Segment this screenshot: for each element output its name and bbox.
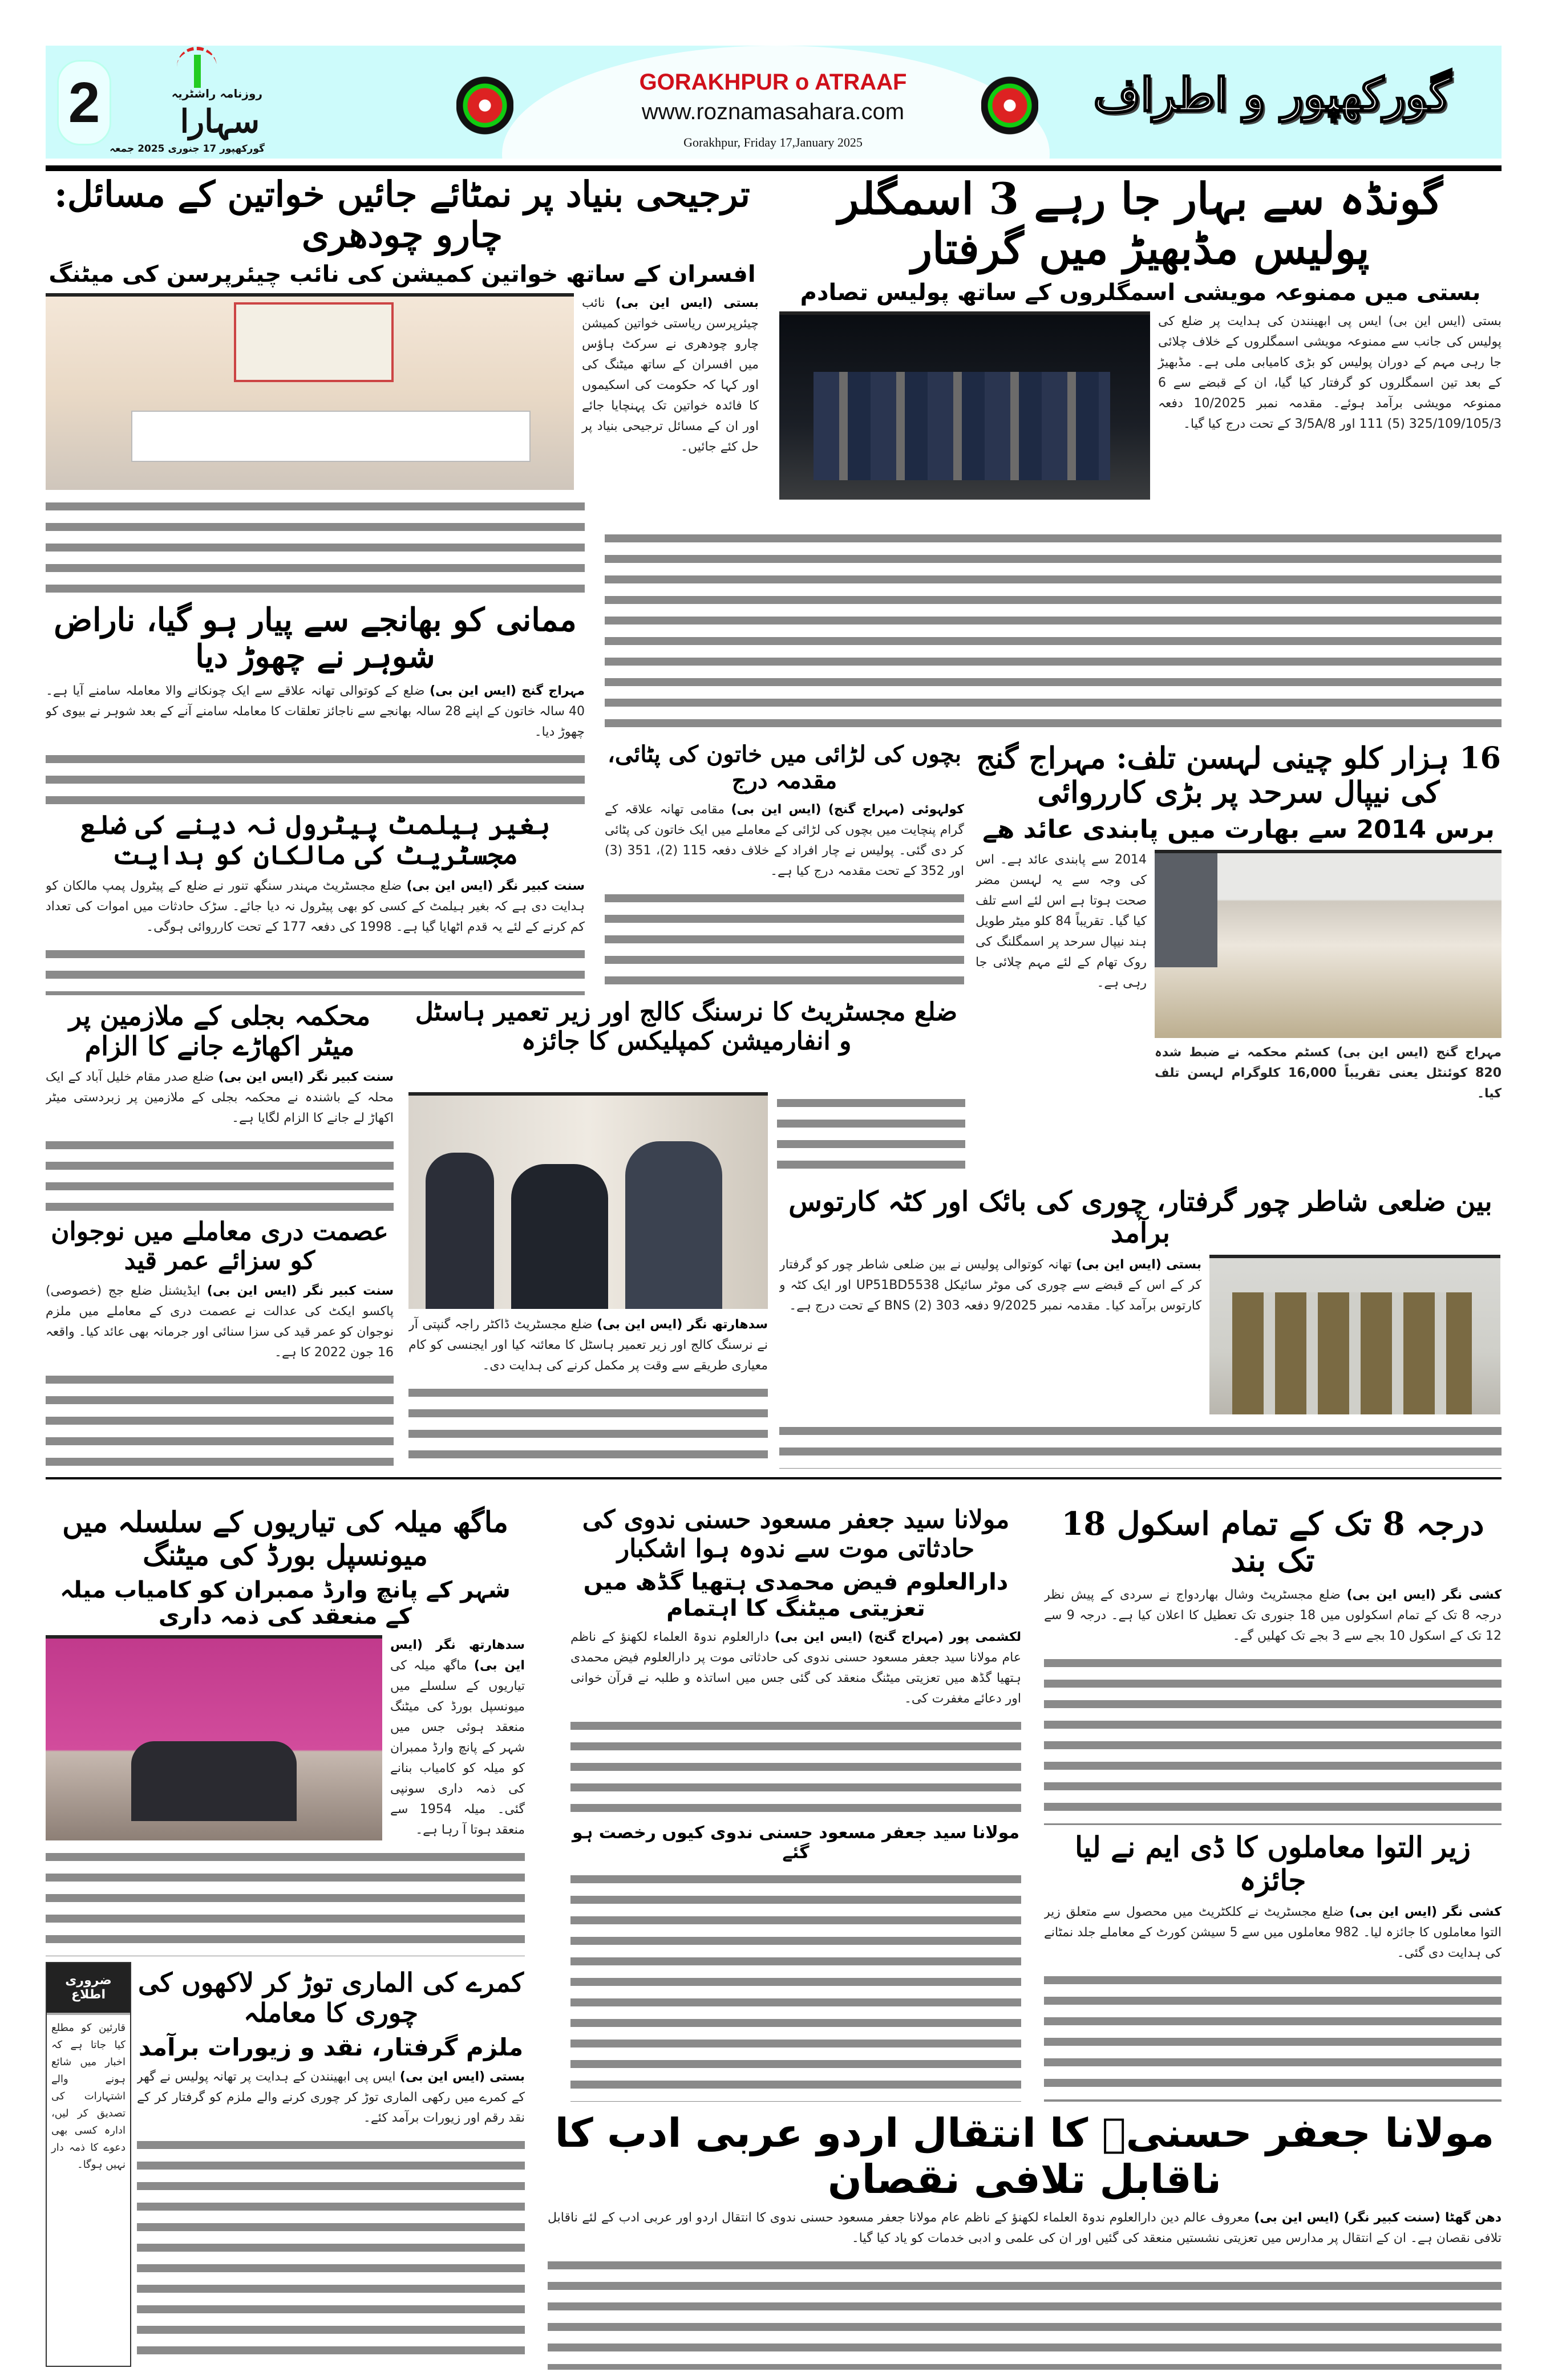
page-number-badge: 2 — [57, 60, 111, 145]
article-columns-hasni — [548, 2255, 1502, 2370]
section-rule — [46, 1477, 1502, 1479]
article-columns-schools — [1044, 1652, 1502, 1825]
dateline: کولہوئی (مہراج گنج) (ایس این بی) — [731, 802, 964, 817]
dateline: لکشمی پور (مہراج گنج) (ایس این بی) — [774, 1630, 1021, 1645]
headline-nursing-college: ضلع مجسٹریٹ کا نرسنگ کالج اور زیر تعمیر ہاسٹل و انفارمیشن کمپلیکس کا جائزہ — [415, 998, 958, 1056]
article-columns-mumani — [46, 748, 585, 804]
article-columns-nadwi-upper — [570, 1715, 1021, 1818]
headline-almari-theft: کمرے کی الماری توڑ کر لاکھوں کی چوری کا معاملہ — [138, 1968, 524, 2028]
masthead-logo-text: سہارا — [180, 103, 260, 140]
article-text: ایڈیشنل ضلع جج (خصوصی) پاکسو ایکٹ کی عدالت نے عصمت دری کے معاملے میں ملزم نوجوان کو عمر قید کی سزا سنائی اور جرمانہ بھی عائد کیا۔ واقعہ 16 جون 2022 کا ہے۔ — [46, 1284, 394, 1360]
dateline: سنت کبیر نگر (ایس این بی) — [218, 1069, 394, 1084]
article-text: ضلع مجسٹریٹ وشال بھاردواج نے سردی کے پیش نظر درجہ 8 تک کے تمام اسکولوں میں 18 جنوری تک تعطیل کا اعلان کیا ہے۔ درجہ 9 سے 12 تک کے اسکول 10 بجے سے 3 بجے تک کھلیں گے۔ — [1044, 1587, 1502, 1643]
masthead-small-title: روزنامہ راشٹریہ — [171, 87, 262, 100]
website-url[interactable]: www.roznamasahara.com — [641, 99, 905, 124]
article-text: ضلع کے کوتوالی تھانہ علاقے سے ایک چونکانے والا معاملہ سامنے آیا ہے۔ 40 سالہ خاتون کے اپنے 28 سالہ بھانجے سے ناجائز تعلقات کا معاملہ سامنے آنے کے بعد شوہر نے بیوی کو چھوڑ دیا۔ — [46, 683, 585, 739]
article-body-nursing — [408, 1315, 768, 1376]
article-schools — [1044, 1506, 1502, 1825]
article-columns-nursing — [408, 1382, 768, 1469]
photo-dm-inspection — [408, 1092, 768, 1309]
headline-bijli: محکمہ بجلی کے ملازمین پر میٹر اکھاڑے جانے کا الزام — [68, 1001, 371, 1061]
notice-title: ضروری اطلاع — [47, 1963, 130, 2015]
notice-box — [46, 1962, 131, 2367]
section-title: گورکھپور و اطراف — [1093, 68, 1451, 121]
subhead-women-commission: افسران کے ساتھ خواتین کمیشن کی نائب چیئرپرسن کی میٹنگ — [48, 261, 756, 287]
headline-helmet: بغیر ہیلمٹ پیٹرول نہ دینے کی ضلع مجسٹریٹ کی مالکان کو ہدایت — [80, 810, 551, 870]
article-body-mumani — [46, 681, 585, 743]
article-body-pending-cases — [1044, 1902, 1502, 1964]
article-magh-mela — [46, 1506, 525, 1956]
headline-mumani: ممانی کو بھانجے سے پیار ہو گیا، ناراض شوہر نے چھوڑ دیا — [54, 602, 577, 676]
photo-police-thief — [1209, 1255, 1500, 1414]
article-nursing-college — [408, 998, 964, 1056]
article-thief — [779, 1186, 1502, 1469]
article-columns-almari — [137, 2134, 525, 2367]
article-columns-nadwi — [570, 1868, 1021, 2102]
article-pending-cases — [1044, 1831, 1502, 2102]
urdu-date: گورکھپور 17 جنوری 2025 جمعہ — [110, 143, 265, 155]
subhead-nadwi-death: دارالعلوم فیض محمدی ہتھیا گڈھ میں تعزیتی میٹنگ کا اہتمام — [583, 1569, 1009, 1622]
photo-police-smugglers — [779, 311, 1150, 500]
headline-pending-cases: زیر التوا معاملوں کا ڈی ایم نے لیا جائزہ — [1075, 1831, 1471, 1897]
subhead-gonda: بستی میں ممنوعہ مویشی اسمگلروں کے ساتھ پولیس تصادم — [800, 279, 1481, 306]
article-text: ضلع صدر مقام خلیل آباد کے ایک محلہ کے باشندہ نے محکمہ بجلی کے ملازمین پر زبردستی میٹر اکھاڑ لے جانے کا الزام لگایا ہے۔ — [46, 1069, 394, 1125]
subhead-nadwi-rukhsat: مولانا سید جعفر مسعود حسنی ندوی کیوں رخصت ہو گئے — [572, 1823, 1020, 1863]
photo-garlic-heap — [1155, 850, 1502, 1038]
article-garlic — [976, 741, 1502, 1181]
header-rule — [46, 165, 1502, 171]
article-bachchon — [605, 741, 964, 990]
article-columns-bachchon — [605, 887, 964, 990]
dateline: بستی (ایس این بی) — [1076, 1258, 1201, 1272]
headline-garlic-destroyed: 16 ہزار کلو چینی لہسن تلف: مہراج گنج کی نیپال سرحد پر بڑی کارروائی — [976, 741, 1501, 810]
dateline: کشی نگر (ایس این بی) — [1346, 1587, 1502, 1602]
headline-women-commission: ترجیحی بنیاد پر نمٹائے جائیں خواتین کے مسائل: چارو چودھری — [54, 174, 750, 256]
dateline: سدھارتھ نگر (ایس این بی) — [597, 1317, 768, 1332]
article-columns-magh — [46, 1846, 525, 1956]
dateline: مہراج گنج (ایس این بی) — [430, 683, 585, 698]
article-body-garlic: 2014 سے پابندی عائد ہے۔ اس کی وجہ سے یہ لہسن مضر صحت ہوتا ہے اس لئے اسے تلف کیا گیا۔ تقریباً 84 کلو میٹر طویل ہند نیپال سرحد پر اسمگلنگ کی روک تھام کے لئے مہم چلائی جا رہی ہے۔ — [976, 853, 1147, 991]
headline-nadwi-death: مولانا سید جعفر مسعود حسنی ندوی کی حادثاتی موت سے ندوہ ہوا اشکبار — [582, 1506, 1010, 1563]
article-body-magh-mela — [390, 1635, 525, 1840]
article-columns-ismat — [46, 1369, 394, 1469]
masthead-band — [46, 46, 1502, 159]
article-bijli — [46, 1001, 394, 1212]
dateline: دھن گھٹا (سنت کبیر نگر) (ایس این بی) — [1254, 2211, 1502, 2225]
article-columns-helmet — [46, 943, 585, 995]
article-text: ضلع مجسٹریٹ مہندر سنگھ تنور نے ضلع کے پیٹرول پمپ مالکان کو ہدایت دی ہے کہ بغیر ہیلمٹ کے کسی کو بھی پیٹرول نہ دیا جائے۔ سڑک حادثات میں اموات کی تعداد کم کرنے کے لئے یہ قدم اٹھایا گیا ہے۔ 1998 کی دفعہ 177 کے تحت کارروائی ہوگی۔ — [46, 878, 585, 934]
headline-gonda: گونڈہ سے بہار جا رہے 3 اسمگلر پولیس مڈبھیڑ میں گرفتار — [837, 174, 1443, 274]
article-text: دارالعلوم ندوۃ العلماء لکھنؤ کے ناظم عام مولانا سید جعفر مسعود حسنی ندوی کی حادثاتی موت پر دارالعلوم فیض محمدی ہتھیا گڈھ میں تعزیتی میٹنگ منعقد کی گئی جس میں اساتذہ و طلبہ نے قرآن خوانی اور دعائے مغفرت کی۔ — [570, 1630, 1021, 1706]
article-hasni — [548, 2110, 1502, 2370]
sahara-logo — [110, 46, 268, 159]
article-body-hasni — [548, 2208, 1502, 2249]
article-body-thief — [779, 1255, 1201, 1316]
article-mumani — [46, 602, 585, 804]
subhead-almari-theft: ملزم گرفتار، نقد و زیورات برآمد — [138, 2033, 524, 2061]
article-almari-theft — [137, 1968, 525, 2367]
article-body-bijli — [46, 1067, 394, 1129]
article-body-gonda: بستی (ایس این بی) ایس پی ابھینندن کی ہدایت پر ضلع کی پولیس کی جانب سے ممنوعہ مویشی اسمگلروں کے خلاف چلائی جا رہی مہم کے دوران پولیس کو بڑی کامیابی ملی ہے۔ مڈبھیڑ کے بعد تین اسمگلروں کو گرفتار کیا گیا، ان کے قبضے سے 6 ممنوعہ مویشی برآمد ہوئے۔ مقدمہ نمبر 10/2025 دفعہ 325/109/105/3 (5) 111 اور 3/5A/8 کے تحت درج کیا گیا۔ — [1158, 314, 1502, 431]
headline-magh-mela: ماگھ میلہ کی تیاریوں کے سلسلہ میں میونسپل بورڈ کی میٹنگ — [62, 1506, 508, 1572]
article-text: ماگھ میلہ کی تیاریوں کے سلسلے میں میونسپل بورڈ کی میٹنگ منعقد ہوئی جس میں شہر کے پانچ وارڈ ممبران کو میلہ کو کامیاب بنانے کی ذمہ داری سونپی گئی۔ میلہ 1954 سے منعقد ہوتا آ رہا ہے۔ — [390, 1659, 525, 1837]
article-text: ایس پی ابھینندن کے ہدایت پر تھانہ پولیس نے گھر کے کمرے میں رکھی الماری توڑ کر چوری کرنے والے ملزم کو گرفتار کر کے نقد رقم اور زیورات برآمد کئے۔ — [137, 2070, 525, 2126]
dateline: کشی نگر (ایس این بی) — [1349, 1905, 1502, 1919]
subhead-garlic-destroyed: برس 2014 سے بھارت میں پابندی عائد ھے — [982, 814, 1495, 844]
article-columns-pending — [1044, 1969, 1502, 2102]
dateline: بستی (ایس این بی) — [399, 2070, 525, 2085]
dateline: سدھارتھ نگر (ایس این بی) — [390, 1638, 525, 1673]
article-ismat — [46, 1218, 394, 1469]
dateline: سنت کبیر نگر (ایس این بی) — [207, 1284, 394, 1299]
dateline: بستی (ایس این بی) — [615, 295, 759, 310]
subhead-magh-mela: شہر کے پانچ وارڈ ممبران کو کامیاب میلہ کے منعقد کی ذمہ داری — [60, 1577, 511, 1629]
article-body-helmet — [46, 876, 585, 938]
headline-hasni-demise: مولانا جعفر حسنیؒ کا انتقال اردو عربی ادب کا ناقابل تلافی نقصان — [555, 2110, 1495, 2203]
photo-municipal-meeting — [46, 1635, 382, 1840]
edition-title: GORAKHPUR o ATRAAF — [639, 70, 907, 95]
article-body-nadwi — [570, 1627, 1021, 1709]
article-columns-garlic-extra — [777, 1092, 965, 1178]
headline-bachchon: بچوں کی لڑائی میں خاتون کی پٹائی، مقدمہ درج — [608, 741, 961, 794]
article-body-bachchon — [605, 800, 964, 882]
article-columns-women — [46, 496, 585, 593]
article-helmet — [46, 810, 585, 995]
article-columns-gonda — [605, 528, 1502, 733]
article-columns-bijli — [46, 1134, 394, 1212]
sunburst-emblem-icon — [456, 57, 513, 154]
article-nursing-content — [408, 1092, 768, 1469]
article-text: معروف عالم دین دارالعلوم ندوۃ العلماء لکھنؤ کے ناظم عام مولانا جعفر مسعود حسنی ندوی کا انتقال اردو اور عربی ادب کے لئے ناقابل تلافی نقصان ہے۔ ان کے انتقال پر مدارس میں تعزیتی نشستیں منعقد کی گئیں اور ان کی علمی و ادبی خدمات کو یاد کیا گیا۔ — [548, 2211, 1502, 2245]
photo-caption-garlic: مہراج گنج (ایس این بی) کسٹم محکمہ نے ضبط شدہ 820 کوئنٹل یعنی تقریباً 16,000 کلوگرام لہسن تلف کیا۔ — [1155, 1045, 1502, 1101]
photo-commission-meeting — [46, 293, 574, 490]
headline-thief-arrested: بین ضلعی شاطر چور گرفتار، چوری کی بائک اور کٹہ کارتوس برآمد — [788, 1186, 1492, 1250]
article-body-women-commission — [582, 293, 759, 457]
article-text: ضلع مجسٹریٹ ڈاکٹر راجہ گنپتی آر نے نرسنگ کالج اور زیر تعمیر ہاسٹل کا معائنہ کیا اور ایجنسی کو کام معیاری طریقے سے وقت پر مکمل کرنے کی ہدایت دی۔ — [408, 1317, 768, 1373]
headline-schools-closed: درجہ 8 تک کے تمام اسکول 18 تک بند — [1061, 1506, 1484, 1580]
article-text: تھانہ کوتوالی پولیس نے بین ضلعی شاطر چور کو گرفتار کر کے اس کے قبضے سے چوری کی موٹر سائیکل UP51BD5538 اور ایک کٹہ و کارتوس برآمد کیا۔ مقدمہ نمبر 9/2025 دفعہ 303 (2) BNS کے تحت درج ہے۔ — [779, 1258, 1201, 1313]
article-text: ضلع مجسٹریٹ نے کلکٹریٹ میں محصول سے متعلق زیر التوا معاملوں کا جائزہ لیا۔ 982 معاملوں میں سے 5 سیشن کورٹ کے معاملے جلد نمٹانے کی ہدایت دی گئی۔ — [1044, 1905, 1502, 1960]
article-text: مقامی تھانہ علاقہ کے گرام پنچایت میں بچوں کی لڑائی کے معاملے میں ایک خاتون کی پٹائی کر دی گئی۔ پولیس نے چار افراد کے خلاف دفعہ 115 (2)، 351 (3) اور 352 کے تحت مقدمہ درج کیا ہے۔ — [605, 802, 964, 878]
sunburst-emblem-icon — [981, 57, 1038, 154]
logo-emblem-icon — [177, 47, 217, 87]
article-nadwi — [570, 1506, 1021, 2102]
dateline: سنت کبیر نگر (ایس این بی) — [406, 878, 585, 893]
article-gonda — [779, 174, 1502, 523]
article-body-schools — [1044, 1585, 1502, 1647]
article-columns-thief — [779, 1420, 1502, 1469]
edition-date: Gorakhpur, Friday 17,January 2025 — [683, 135, 863, 149]
article-body-almari — [137, 2067, 525, 2128]
article-text: نائب چیئرپرسن ریاستی خواتین کمیشن چارو چودھری نے سرکٹ ہاؤس میں افسران کے ساتھ میٹنگ کی اور کہا کہ حکومت کی اسکیموں کا فائدہ خواتین تک پہنچایا جائے اور ان کے مسائل ترجیحی بنیاد پر حل کئے جائیں۔ — [582, 295, 759, 454]
notice-body: قارئین کو مطلع کیا جاتا ہے کہ اخبار میں شائع ہونے والے اشتہارات کی تصدیق کر لیں، ادارہ کسی بھی دعوے کا ذمہ دار نہیں ہوگا۔ — [51, 2021, 126, 2171]
article-body-ismat — [46, 1281, 394, 1363]
headline-ismat: عصمت دری معاملے میں نوجوان کو سزائے عمر قید — [51, 1218, 388, 1275]
